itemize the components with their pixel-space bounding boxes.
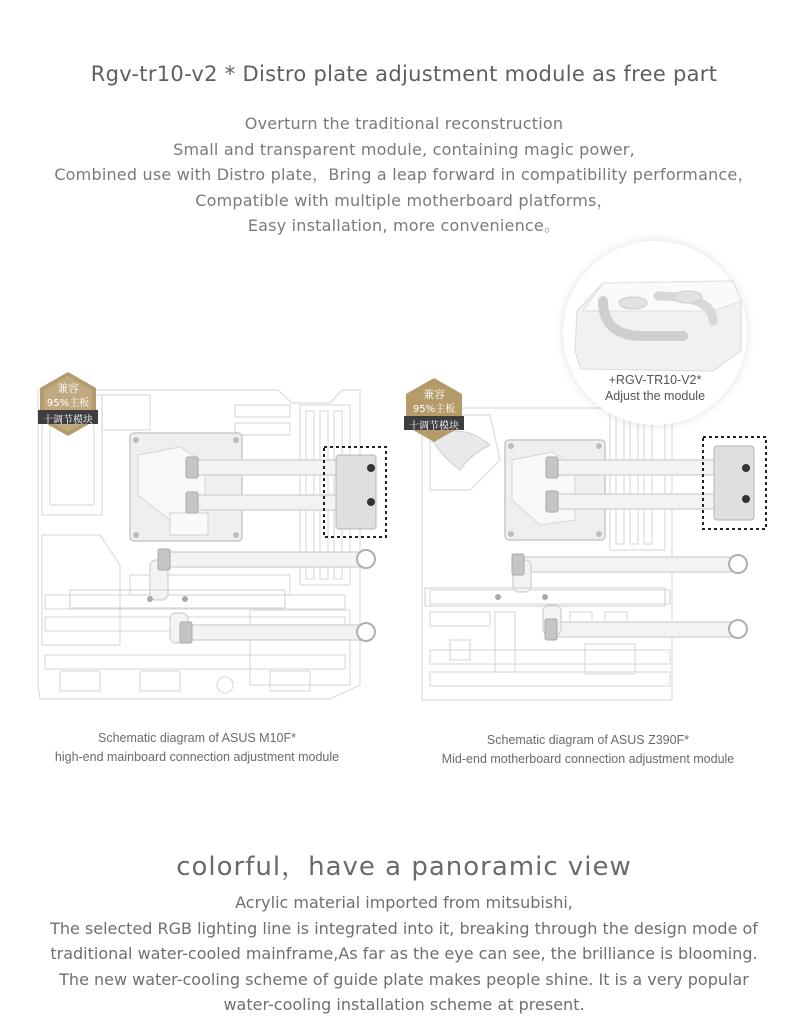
badge-line1: 兼容 [423, 388, 445, 401]
intro-line: Compatible with multiple motherboard platforms， [195, 190, 613, 210]
module-callout-label [563, 373, 747, 404]
figure-caption-right [418, 731, 758, 769]
body-line: Acrylic material imported from mitsubishi, [235, 893, 573, 912]
caption-line: Schematic diagram of ASUS M10F* [98, 731, 296, 745]
body-line: water-cooling installation scheme at present. [223, 995, 585, 1014]
body-line: The selected RGB lighting line is integrated into it, breaking through the design mode of [50, 918, 758, 938]
figure-caption-left [22, 729, 372, 767]
caption-line: Mid-end motherboard connection adjustment module [441, 752, 735, 766]
compatibility-badge-right [400, 376, 468, 444]
page-title: Rgv-tr10-v2 * Distro plate adjustment module as free part [90, 62, 718, 86]
badge-line3: 十调节模块 [43, 415, 93, 426]
badge-line3: 十调节模块 [409, 421, 459, 432]
intro-line: Overturn the traditional reconstruction [244, 114, 564, 133]
body-line: traditional water-cooled mainframe,As far as the eye can see, the brilliance is blooming. [50, 944, 758, 963]
caption-line: high-end mainboard connection adjustment module [54, 750, 340, 764]
badge-line2: 95%主板 [412, 404, 456, 415]
motherboard-z390f-diagram [400, 400, 780, 710]
intro-line: Combined use with Distro plate，Bring a leap forward in compatibility performance， [54, 165, 754, 184]
caption-line: Schematic diagram of ASUS Z390F* [486, 733, 690, 747]
section-body [0, 890, 808, 1018]
body-line: The new water-cooling scheme of guide plate makes people shine. It is a very popular [59, 969, 749, 989]
intro-line: Easy installation, more convenience。 [247, 216, 561, 235]
badge-line1: 兼容 [57, 382, 79, 395]
section-title: colorful，have a panoramic view [176, 852, 632, 882]
module-callout-line2: Adjust the module [604, 388, 706, 403]
intro-text [0, 111, 808, 239]
compatibility-badge-left [34, 370, 102, 438]
badge-line2: 95%主板 [46, 398, 90, 409]
module-callout-line1: +RGV-TR10-V2* [608, 373, 702, 387]
intro-line: Small and transparent module, containing magic power, [173, 139, 635, 159]
